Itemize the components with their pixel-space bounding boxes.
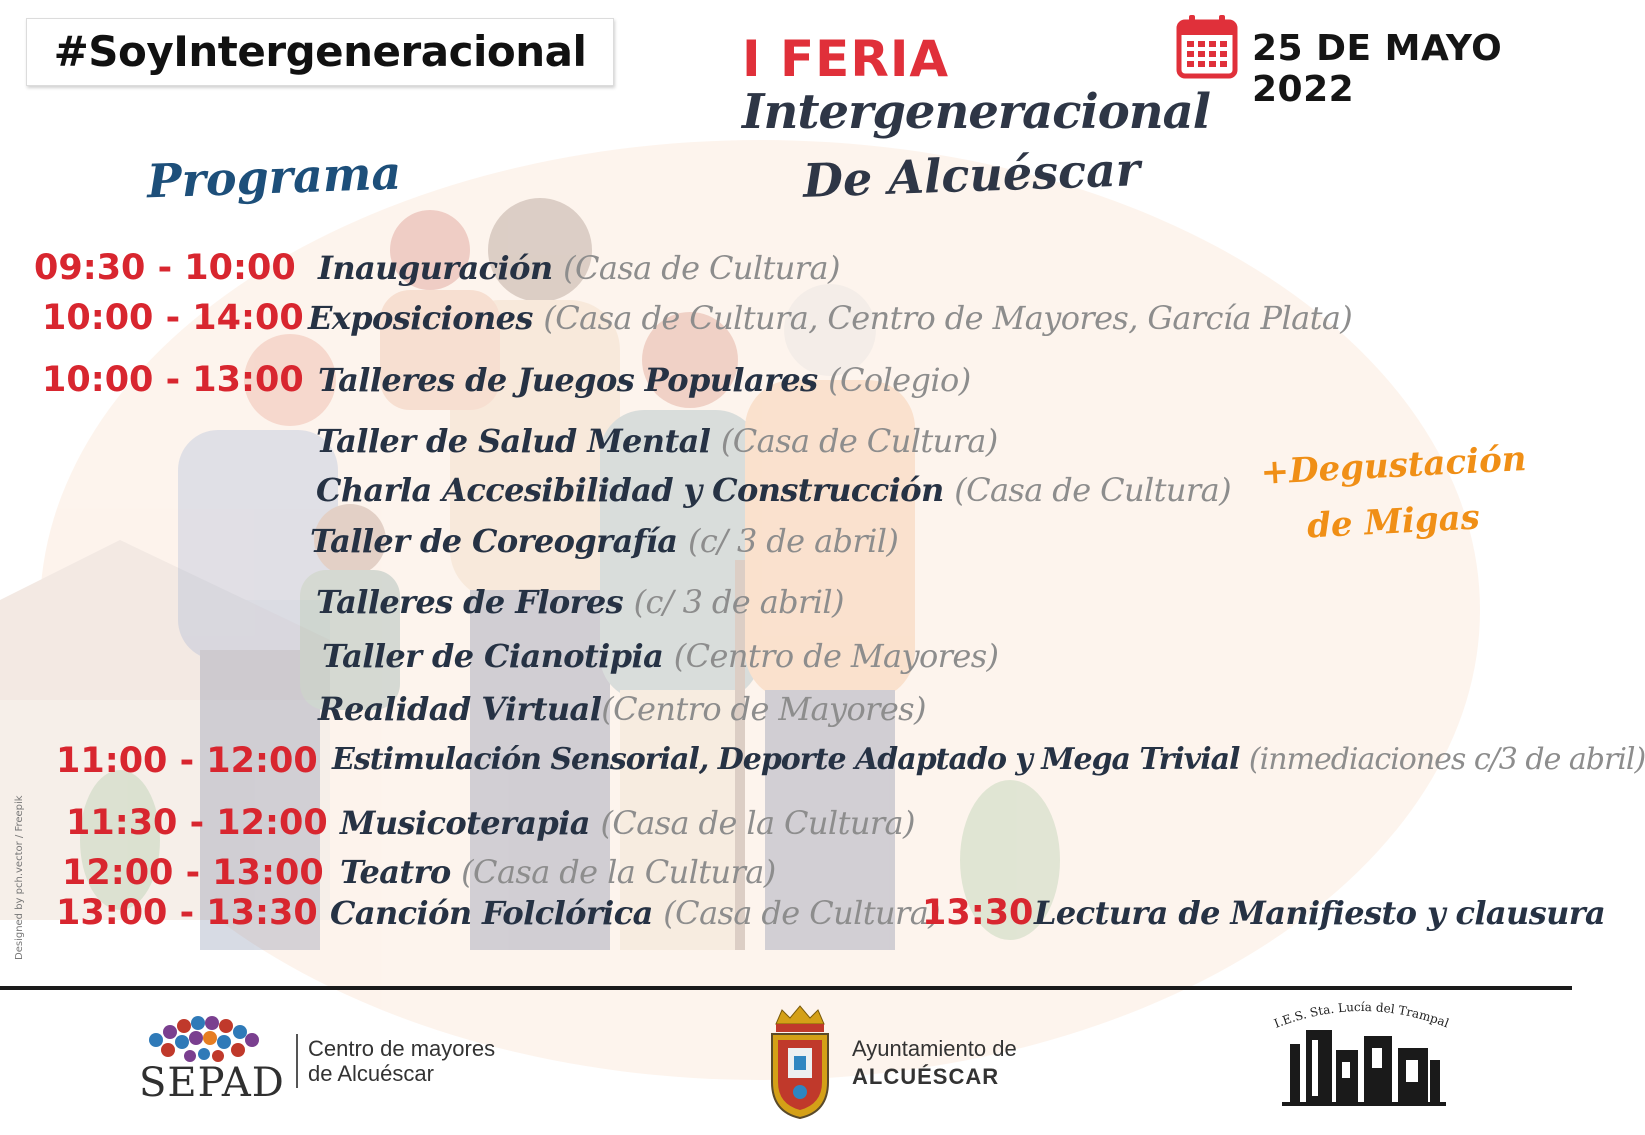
activity-place: (Casa de la Cultura) <box>461 853 776 891</box>
activity-place: (Casa de Cultura) <box>720 422 998 460</box>
ies-name: I.E.S. Sta. Lucía del Trampal <box>1272 1000 1451 1031</box>
event-title-main: Intergeneracional <box>742 84 1210 140</box>
sepad-wordmark: SEPAD <box>139 1060 285 1106</box>
activity-place: (Casa de Cultura) <box>954 471 1231 509</box>
centro-mayores-label <box>308 1036 495 1086</box>
migas-line-1: +Degustación <box>1259 438 1528 493</box>
ies-santa-lucia-logo <box>1272 1000 1452 1112</box>
activity-place: (c/ 3 de abril) <box>687 522 899 560</box>
activity-place: (c/ 3 de abril) <box>633 583 844 621</box>
activity-place: (Casa de Cultura, Centro de Mayores, García Plata) <box>543 299 1353 337</box>
activity-name: Charla Accesibilidad y Construcción <box>316 471 944 509</box>
program-time: 13:00 - 13:30 <box>56 893 318 933</box>
sepad-separator <box>296 1034 298 1088</box>
sepad-people-logo <box>138 1012 268 1064</box>
activity-place: (Casa de Cultura) <box>663 894 941 932</box>
program-time: 09:30 - 10:00 <box>34 248 296 288</box>
event-title-location: De Alcuéscar <box>802 142 1141 208</box>
program-activity <box>330 894 940 932</box>
program-time: 11:30 - 12:00 <box>66 803 328 843</box>
event-title-ordinal: I FERIA <box>742 30 950 88</box>
program-activity <box>318 690 926 728</box>
centro-line-1: Centro de mayores <box>308 1036 496 1061</box>
program-activity <box>318 361 971 399</box>
alcuescar-coat-of-arms-icon <box>768 1004 832 1122</box>
activity-name: Taller de Coreografía <box>310 522 678 560</box>
program-time: 10:00 - 13:00 <box>42 360 304 400</box>
program-activity <box>310 522 898 560</box>
centro-line-2: de Alcuéscar <box>308 1061 434 1086</box>
activity-name: Taller de Salud Mental <box>316 422 711 460</box>
program-activity <box>332 742 1645 777</box>
activity-place: (Colegio) <box>828 361 971 399</box>
activity-place: (inmediaciones c/3 de abril) <box>1248 742 1645 777</box>
program-activity <box>340 853 776 891</box>
hashtag-box: #SoyIntergeneracional <box>26 18 614 86</box>
migas-tasting-note <box>1259 431 1528 556</box>
program-time: 10:00 - 14:00 <box>42 298 304 338</box>
program-activity <box>316 422 998 460</box>
activity-place: (Casa de la Cultura) <box>600 804 915 842</box>
activity-place: (Centro de Mayores) <box>601 690 926 728</box>
program-activity <box>340 804 915 842</box>
svg-text:I.E.S. Sta. Lucía del Trampal <box>1272 1000 1451 1031</box>
program-activity <box>316 471 1231 509</box>
activity-name: Talleres de Juegos Populares <box>318 361 818 399</box>
program-heading: Programa <box>146 145 403 209</box>
activity-name: Teatro <box>340 853 451 891</box>
alcuescar-label: ALCUÉSCAR <box>852 1064 1000 1089</box>
activity-place: (Centro de Mayores) <box>673 637 999 675</box>
program-activity <box>316 583 844 621</box>
program-time: 11:00 - 12:00 <box>56 741 318 781</box>
calendar-icon <box>1176 13 1238 79</box>
activity-name: Talleres de Flores <box>316 583 624 621</box>
activity-name: Exposiciones <box>308 299 533 337</box>
program-activity <box>308 299 1352 337</box>
closing-activity: Lectura de Manifiesto y clausura <box>1034 894 1606 932</box>
activity-name: Canción Folclórica <box>330 894 653 932</box>
activity-name: Realidad Virtual <box>318 690 602 728</box>
illustration-credit: Designed by pch.vector / Freepik <box>14 795 25 960</box>
program-time: 12:00 - 13:00 <box>62 853 324 893</box>
footer-divider <box>0 986 1572 990</box>
program-activity <box>322 637 998 675</box>
activity-name: Estimulación Sensorial, Deporte Adaptado y Mega Trivial <box>332 742 1240 777</box>
activity-name: Taller de Cianotipia <box>322 637 664 675</box>
ayuntamiento-label: Ayuntamiento de <box>852 1036 1017 1061</box>
activity-place: (Casa de Cultura) <box>563 249 840 287</box>
closing-time: 13:30 <box>922 893 1034 933</box>
event-date: 25 DE MAYO 2022 <box>1252 28 1503 110</box>
activity-name: Musicoterapia <box>340 804 590 842</box>
activity-name: Inauguración <box>318 249 553 287</box>
program-activity <box>318 249 840 287</box>
migas-line-2: de Migas <box>1306 497 1481 547</box>
